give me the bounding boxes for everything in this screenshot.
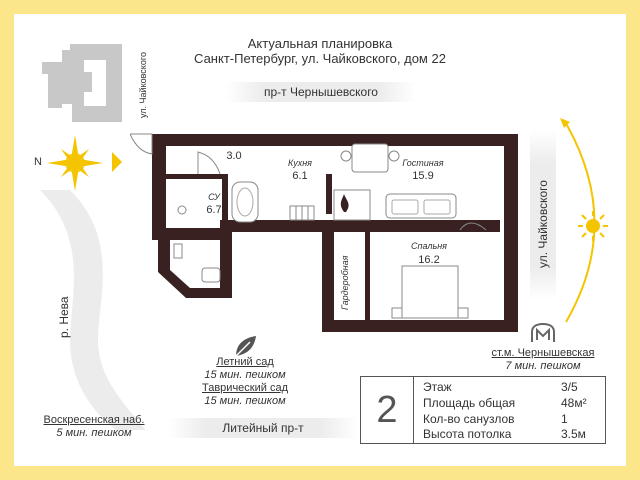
bath-area: 6.7 (206, 204, 222, 216)
kitchen-area: 6.1 (292, 170, 308, 182)
leaf-icon (232, 334, 258, 358)
wardrobe-label: Гардеробная (340, 255, 350, 310)
metro-name[interactable]: ст.м. Чернышевская (491, 347, 595, 359)
info-label-ceiling: Высота потолка (423, 427, 512, 441)
metro-time: 7 мин. пешком (505, 360, 581, 372)
info-value-floor: 3/5 (561, 380, 578, 394)
bath-label: СУ (208, 192, 220, 202)
bedroom-label: Спальня (411, 241, 447, 251)
hall-area: 3.0 (226, 150, 242, 162)
info-value-bathrooms: 1 (561, 412, 568, 426)
river-label: р. Нева (57, 296, 71, 338)
street-bottom-label: Литейный пр-т (168, 418, 358, 438)
embankment-name[interactable]: Воскресенская наб. (43, 414, 145, 426)
rooms-count: 2 (361, 377, 414, 443)
info-value-area: 48м² (561, 396, 587, 410)
info-value-ceiling: 3.5м (561, 427, 586, 441)
info-label-floor: Этаж (423, 380, 452, 394)
embankment-time: 5 мин. пешком (56, 427, 132, 439)
compass-north-label: N (34, 156, 42, 168)
page-title: Актуальная планировка (247, 36, 393, 51)
garden2-name[interactable]: Таврический сад (202, 382, 288, 394)
info-box (360, 376, 606, 444)
logo-street-label: ул. Чайковского (138, 52, 148, 118)
info-label-area: Площадь общая (423, 396, 516, 410)
garden1-name[interactable]: Летний сад (216, 356, 274, 368)
kitchen-label: Кухня (288, 158, 312, 168)
sun-path-icon (560, 118, 630, 328)
garden1-time: 15 мин. пешком (204, 369, 286, 381)
floor-plan (130, 130, 522, 342)
living-area: 15.9 (412, 170, 434, 182)
street-right-label: ул. Чайковского (536, 180, 550, 268)
address: Санкт-Петербург, ул. Чайковского, дом 22 (194, 51, 446, 66)
metro-icon (530, 322, 556, 344)
bedroom-area: 16.2 (418, 254, 440, 266)
garden2-time: 15 мин. пешком (204, 395, 286, 407)
living-label: Гостиная (402, 158, 444, 168)
info-label-bathrooms: Кол-во санузлов (423, 412, 515, 426)
entrance-arrow-icon (110, 150, 124, 174)
street-top-label: пр-т Чернышевского (226, 82, 416, 102)
